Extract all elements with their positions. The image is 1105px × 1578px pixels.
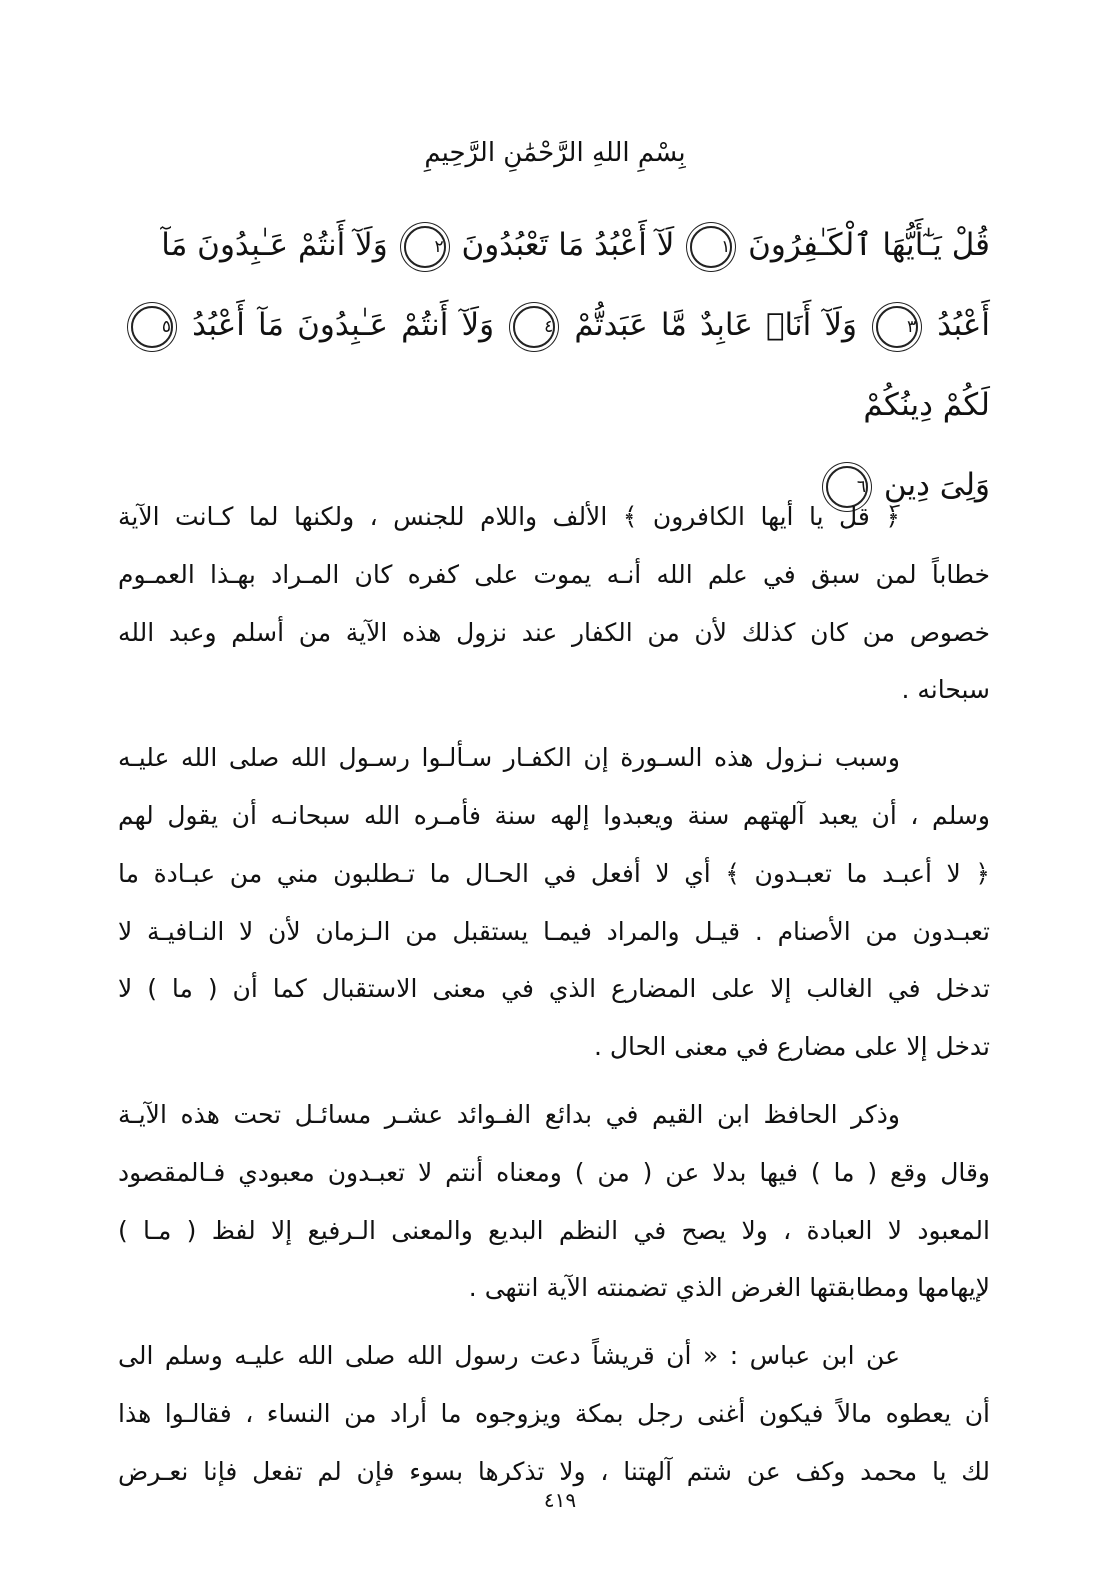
ayah-number-marker: ٥ [131,306,173,348]
text-line: ﴿ قل يا أيها الكافرون ﴾ الألف واللام للجنس ، ولكنها لما كـانت الآية [118,502,900,531]
paragraph [118,1086,990,1317]
text-line: سبحانه . [901,675,990,705]
verse-text: وَلَآ أَنتُمْ عَـٰبِدُونَ مَآ أَعْبُدُ [192,307,495,343]
text-line: تدخل إلا على مضارع في معنى الحال . [593,1032,990,1062]
quran-line [125,205,990,285]
ayah-number-marker: ٣ [876,306,918,348]
text-line: خصوص من كان كذلك لأن من الكفار عند نزول هذه الآية من أسلم وعبد الله [118,617,990,647]
text-line: المعبود لا العبادة ، ولا يصح في النظم البديع والمعنى الـرفيع إلا لفظ ( مـا ) [118,1215,990,1245]
page-number: ٤١٩ [543,1488,577,1512]
ayah-number-marker: ٦ [826,466,868,508]
text-line: وقال وقع ( ما ) فيها بدلا عن ( من ) ومعناه أنتم لا تعبـدون معبودي فـالمقصود [118,1157,990,1187]
commentary-text [118,488,990,1511]
ayah-number-marker: ٢ [404,226,446,268]
verse-text: أَعْبُدُ [937,307,990,343]
ayah-number-marker: ١ [690,226,732,268]
paragraph [118,1327,990,1500]
text-line: أن يعطوه مالاً فيكون أغنى رجل بمكة ويزوجوه ما أراد من النساء ، فقالـوا هذا [118,1398,990,1428]
verse-text: لَآ أَعْبُدُ مَا تَعْبُدُونَ [461,227,675,263]
verse-text: وَلِىَ دِينِ [883,467,990,503]
text-line: وذكر الحافظ ابن القيم في بدائع الفـوائد عشـر مسائـل تحت هذه الآيـة [118,1099,900,1129]
text-line: لإيهامها ومطابقتها الغرض الذي تضمنته الآية انتهى . [468,1273,990,1303]
text-line: لك يا محمد وكف عن شتم آلهتنا ، ولا تذكرها بسوء فإن لم تفعل فإنا نعـرض [118,1456,990,1486]
quran-verses [125,205,990,525]
text-line: خطاباً لمن سبق في علم الله أنـه يموت على كفره كان المـراد بهـذا العمـوم [118,559,990,589]
text-line: ﴿ لا أعبـد ما تعبـدون ﴾ أي لا أفعل في الحـال ما تـطلبون مني من عبـادة ما [118,858,990,888]
basmala-heading: بِسْمِ اللهِ الرَّحْمَٰنِ الرَّحِيمِ [424,138,686,168]
text-line: تدخل في الغالب إلا على المضارع الذي في معنى الاستقبال كما أن ( ما ) لا [118,974,990,1004]
paragraph [118,729,990,1076]
text-line: وسلم ، أن يعبد آلهتهم سنة ويعبدوا إلهه سنة فأمـره الله سبحانـه أن يقول لهم [118,800,990,830]
ayah-number-marker: ٤ [513,306,555,348]
quran-line [125,285,990,445]
verse-text: قُلْ يَـٰٓأَيُّهَا ٱلْكَـٰفِرُونَ [748,227,990,263]
text-line: تعبـدون من الأصنام . قيـل والمراد فيمـا يستقبل من الـزمان لأن لا النـافيـة لا [118,916,990,946]
text-line: وسبب نـزول هذه السـورة إن الكفـار سـألـوا رسـول الله صلى الله عليـه [118,743,900,773]
paragraph [118,488,990,719]
verse-text: وَلَآ أَنتُمْ عَـٰبِدُونَ مَآ [161,227,388,263]
verse-text: لَكُمْ دِينُكُمْ [863,387,990,423]
verse-text: وَلَآ أَنَا۠ عَابِدٌ مَّا عَبَدتُّمْ [574,307,857,343]
text-line: عن ابن عباس : « أن قريشاً دعت رسول الله صلى الله عليـه وسلم الى [118,1341,900,1371]
